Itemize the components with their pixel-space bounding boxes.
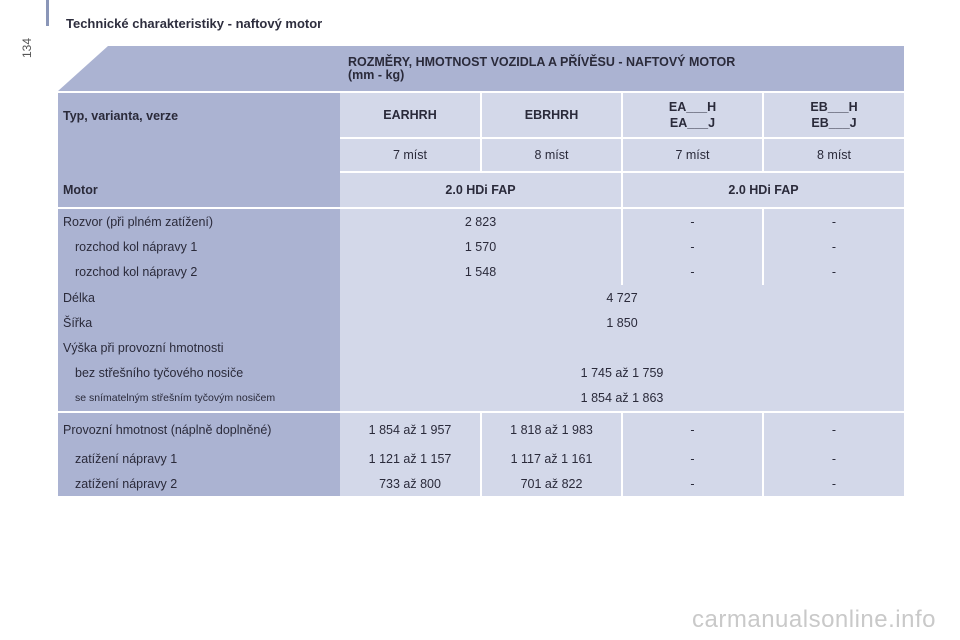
wheelbase-value: - — [763, 208, 904, 234]
curb-weight-value: - — [763, 412, 904, 446]
motor-row — [58, 172, 904, 208]
seats-cell: 7 míst — [340, 138, 481, 172]
axle2-load-value: 701 až 822 — [481, 471, 622, 496]
rear-track-value: - — [622, 259, 763, 285]
seats-cell: 8 míst — [481, 138, 622, 172]
curb-weight-label: Provozní hmotnost (náplně doplněné) — [58, 412, 340, 446]
table-row — [58, 471, 904, 496]
motor-label: Motor — [58, 172, 340, 208]
axle2-load-value: 733 až 800 — [340, 471, 481, 496]
width-label: Šířka — [58, 310, 340, 335]
specs-table — [58, 46, 904, 496]
table-title-line1: ROZMĚRY, HMOTNOST VOZIDLA A PŘÍVĚSU - NAFTOVÝ MOTOR — [348, 54, 736, 69]
watermark: carmanualsonline.info — [692, 606, 936, 633]
axle1-load-value: 1 117 až 1 161 — [481, 446, 622, 471]
front-track-value: - — [622, 234, 763, 259]
front-track-value: 1 570 — [340, 234, 622, 259]
version-cell: EB___H EB___J — [763, 92, 904, 138]
length-label: Délka — [58, 285, 340, 310]
table-title-row — [58, 46, 904, 92]
versions-row — [58, 92, 904, 138]
version-cell: EA___H EA___J — [622, 92, 763, 138]
height-label: Výška při provozní hmotnosti — [58, 335, 340, 360]
header-side-bar — [46, 0, 49, 26]
axle2-load-label: zatížení nápravy 2 — [58, 471, 340, 496]
table-title-line2: (mm - kg) — [348, 67, 405, 82]
table-row — [58, 385, 904, 412]
page-header-title: Technické charakteristiky - naftový motor — [66, 16, 323, 31]
page-number: 134 — [20, 37, 34, 58]
table-row — [58, 310, 904, 335]
front-track-label: rozchod kol nápravy 1 — [58, 234, 340, 259]
curb-weight-value: 1 818 až 1 983 — [481, 412, 622, 446]
version-cell: EARHRH — [340, 92, 481, 138]
table-row — [58, 335, 904, 360]
height-no-rack-label: bez střešního tyčového nosiče — [58, 360, 340, 385]
curb-weight-value: - — [622, 412, 763, 446]
length-value: 4 727 — [340, 285, 904, 310]
seats-cell: 8 míst — [763, 138, 904, 172]
height-rack-label: se snímatelným střešním tyčovým nosičem — [58, 385, 340, 412]
table-corner — [58, 46, 340, 92]
table-row — [58, 259, 904, 285]
axle1-load-value: - — [763, 446, 904, 471]
rear-track-value: - — [763, 259, 904, 285]
axle1-load-label: zatížení nápravy 1 — [58, 446, 340, 471]
table-row — [58, 446, 904, 471]
axle1-load-value: 1 121 až 1 157 — [340, 446, 481, 471]
width-value: 1 850 — [340, 310, 904, 335]
wheelbase-value: 2 823 — [340, 208, 622, 234]
axle2-load-value: - — [622, 471, 763, 496]
table-row — [58, 360, 904, 385]
front-track-value: - — [763, 234, 904, 259]
type-label: Typ, varianta, verze — [58, 92, 340, 172]
rear-track-label: rozchod kol nápravy 2 — [58, 259, 340, 285]
rear-track-value: 1 548 — [340, 259, 622, 285]
axle2-load-value: - — [763, 471, 904, 496]
height-rack-value: 1 854 až 1 863 — [340, 385, 904, 412]
table-row — [58, 234, 904, 259]
table-row — [58, 208, 904, 234]
curb-weight-value: 1 854 až 1 957 — [340, 412, 481, 446]
version-cell: EBRHRH — [481, 92, 622, 138]
axle1-load-value: - — [622, 446, 763, 471]
wheelbase-label: Rozvor (při plném zatížení) — [58, 208, 340, 234]
table-row — [58, 285, 904, 310]
wheelbase-value: - — [622, 208, 763, 234]
seats-cell: 7 míst — [622, 138, 763, 172]
table-row — [58, 412, 904, 446]
height-no-rack-value: 1 745 až 1 759 — [340, 360, 904, 385]
motor-value: 2.0 HDi FAP — [622, 172, 904, 208]
height-value — [340, 335, 904, 360]
table-title — [340, 46, 904, 92]
motor-value: 2.0 HDi FAP — [340, 172, 622, 208]
